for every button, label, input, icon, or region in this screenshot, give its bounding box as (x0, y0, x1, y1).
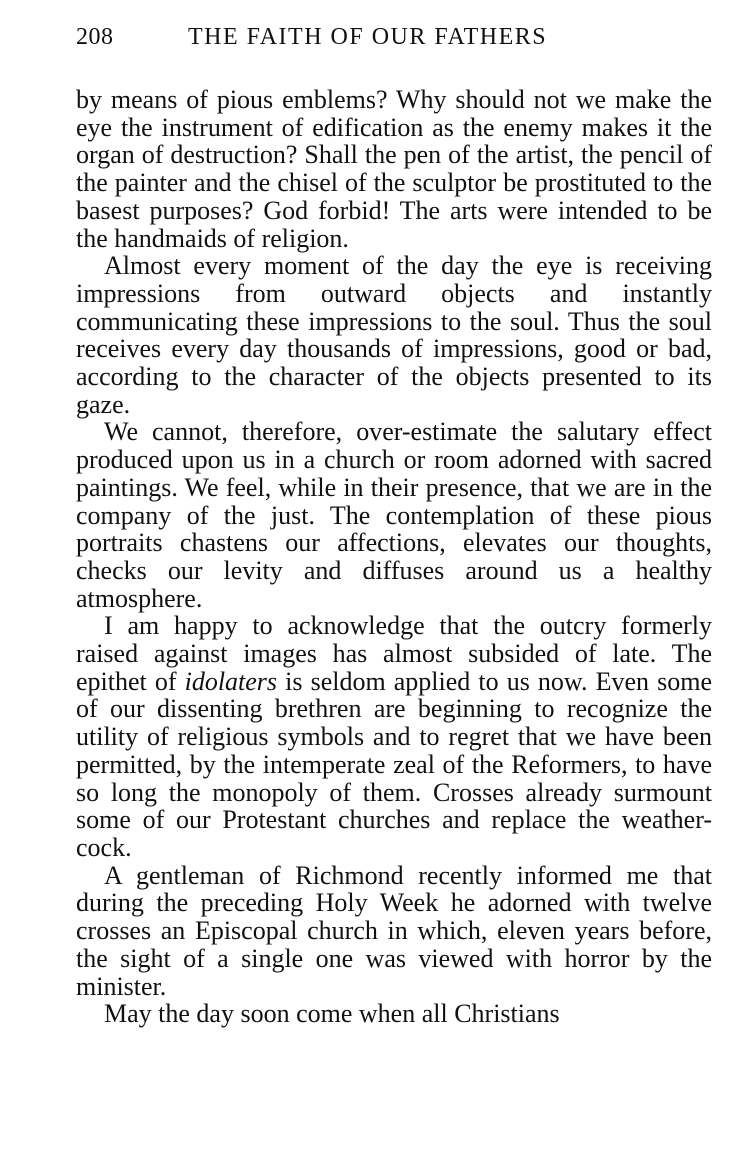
paragraph-1: by means of pious emblems? Why should not we make the eye the instrument of edification as the enemy makes it the organ of destruction? Shall the pen of the artist, the pencil of the painter and the chisel of the sculptor be prostituted to the basest purposes? God forbid! The arts were intended to be the handmaids of religion. (76, 85, 712, 253)
paragraph-4 (76, 612, 712, 861)
running-title: THE FAITH OF OUR FATHERS (188, 24, 548, 50)
book-page (76, 22, 712, 1028)
page-number: 208 (76, 24, 114, 50)
paragraph-4-text-after: is seldom applied to us now. Even some of our dissenting brethren are beginning to recognize the utility of religious symbols and to regret that we have been permitted, by the intemperate zeal of the Reformers, to have so long the monopoly of them. Crosses already surmount some of our Protestant churches and replace the weather-cock. (76, 666, 712, 862)
italic-idolaters: idolaters (184, 666, 278, 696)
paragraph-4-text-before: I am happy to acknowledge that the outcry formerly raised against images has almost subsided of late. The epithet of (76, 611, 712, 696)
paragraph-2: Almost every moment of the day the eye is receiving impressions from outward objects and instantly communicating these impressions to the soul. Thus the soul receives every day thousands of impressions, good or bad, according to the character of the objects presented to its gaze. (76, 251, 712, 419)
paragraph-5: A gentleman of Richmond recently informed me that during the preceding Holy Week he adorned with twelve crosses an Episcopal church in which, eleven years before, the sight of a single one was viewed with horror by the minister. (76, 860, 712, 1001)
paragraph-6: May the day soon come when all Christians (104, 999, 560, 1029)
running-head (76, 22, 712, 56)
body-text (76, 86, 712, 1028)
paragraph-3: We cannot, therefore, over-estimate the salutary effect produced upon us in a church or room adorned with sacred paintings. We feel, while in their presence, that we are in the company of the just. The contemplation of these pious portraits chastens our affections, elevates our thoughts, checks our levity and diffuses around us a healthy atmosphere. (76, 417, 712, 613)
